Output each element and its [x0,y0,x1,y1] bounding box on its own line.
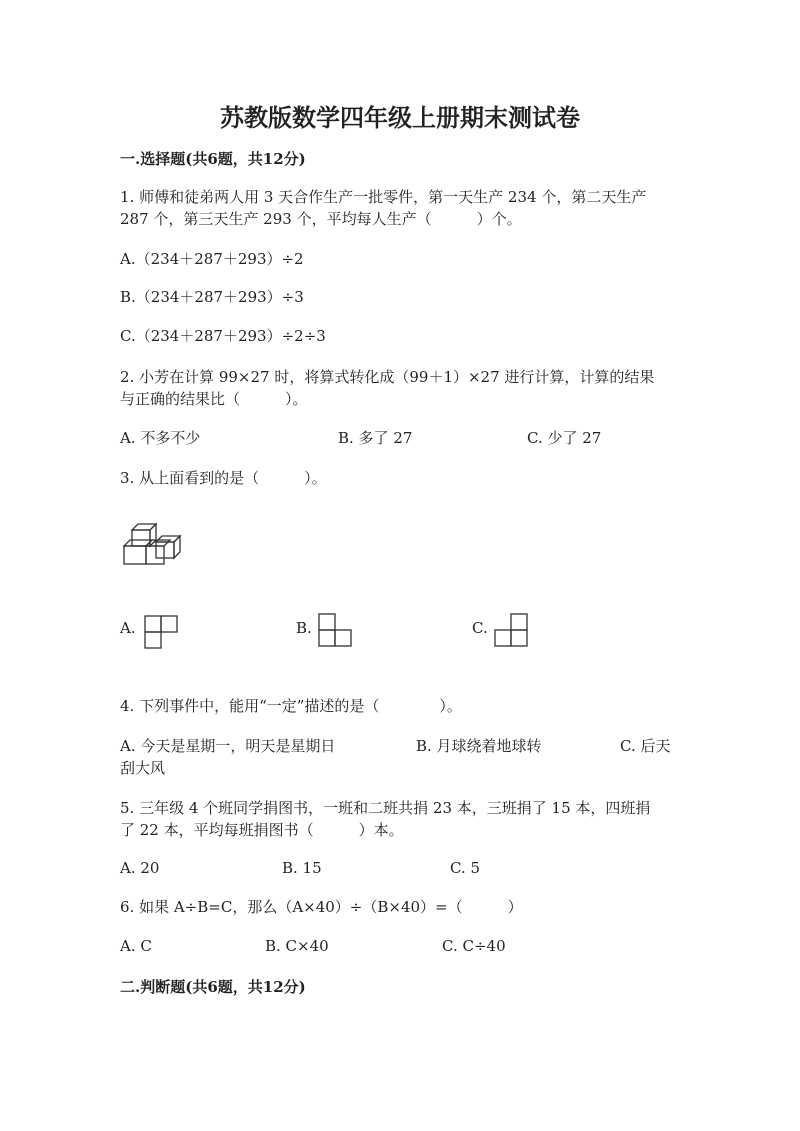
question-6-line-1: 6. 如果 A÷B=C，那么（A×40）÷（B×40）=（ ） [120,898,523,916]
question-4-option-b: B. 月球绕着地球转 [416,737,542,755]
question-4-line-1: 4. 下列事件中，能用“一定”描述的是（ ）。 [120,697,462,715]
view-a-icon [144,615,178,649]
question-6-option-a: A. C [120,937,152,955]
question-2-option-c: C. 少了 27 [527,429,602,447]
section-heading-choice: 一.选择题(共6题，共12分) [120,150,306,168]
question-5-line-1: 5. 三年级 4 个班同学捐图书，一班和二班共捐 23 本，三班捐了 15 本，四班捐 [120,799,651,817]
question-5-option-a: A. 20 [120,859,160,877]
view-c-icon [494,613,528,647]
section-heading-judgement: 二.判断题(共6题，共12分) [120,978,306,996]
question-2-option-a: A. 不多不少 [120,429,201,447]
question-5-line-2: 了 22 本，平均每班捐图书（ ）本。 [120,821,404,839]
question-1-option-a: A.（234＋287＋293）÷2 [120,250,304,268]
question-4-option-c-continued: 刮大风 [120,759,166,777]
question-5-option-b: B. 15 [282,859,322,877]
question-2-line-1: 2. 小芳在计算 99×27 时，将算式转化成（99＋1）×27 进行计算，计算的结果 [120,368,655,386]
question-4-option-a: A. 今天是星期一，明天是星期日 [120,737,336,755]
question-3-option-b: B. [296,619,312,637]
page-title: 苏教版数学四年级上册期末测试卷 [220,103,580,132]
question-6-option-b: B. C×40 [265,937,329,955]
question-3-option-c: C. [472,619,488,637]
question-1-line-2: 287 个，第三天生产 293 个，平均每人生产（ ）个。 [120,210,522,228]
question-6-option-c: C. C÷40 [442,937,506,955]
cube-stack-figure [120,520,182,570]
question-1-option-c: C.（234＋287＋293）÷2÷3 [120,327,326,345]
question-1-line-1: 1. 师傅和徒弟两人用 3 天合作生产一批零件，第一天生产 234 个，第二天生产 [120,188,647,206]
question-3-line-1: 3. 从上面看到的是（ ）。 [120,469,327,487]
question-3-option-a: A. [120,619,136,637]
question-2-line-2: 与正确的结果比（ ）。 [120,390,308,408]
question-5-option-c: C. 5 [450,859,481,877]
question-2-option-b: B. 多了 27 [338,429,413,447]
question-4-option-c: C. 后天 [620,737,671,755]
question-1-option-b: B.（234＋287＋293）÷3 [120,288,304,306]
view-b-icon [318,613,352,647]
